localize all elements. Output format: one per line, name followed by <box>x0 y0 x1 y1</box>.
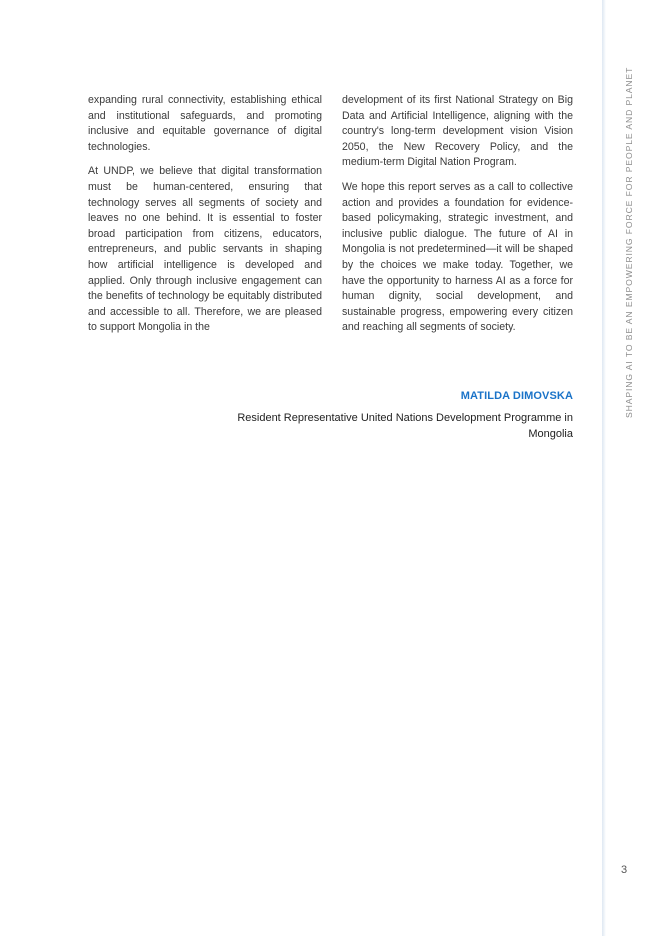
sidebar-divider <box>602 0 606 936</box>
body-paragraph: At UNDP, we believe that digital transformation must be human-centered, ensuring that technology serves all segments of society and leaves no one behind. It is essential to foster broad participation from citizens, educators, entrepreneurs, and public servants in shaping how artificial intelligence is developed and applied. Only through inclusive engagement can the benefits of technology be equitably distributed and accessible to all. Therefore, we are pleased to support Mongolia in the <box>88 165 322 334</box>
body-column-left <box>88 93 322 345</box>
page-number: 3 <box>620 864 628 876</box>
signatory-title: Resident Representative United Nations Development Programme in Mongolia <box>237 412 573 440</box>
body-column-right <box>342 93 573 345</box>
signatory-name: MATILDA DIMOVSKA <box>460 390 573 402</box>
body-paragraph: development of its first National Strategy on Big Data and Artificial Intelligence, aligning with the country's long-term development vision Vision 2050, the New Recovery Policy, and the medium-term Digital Nation Program. <box>342 94 573 169</box>
running-title-text: SHAPING AI TO BE AN EMPOWERING FORCE FOR PEOPLE AND PLANET <box>624 66 634 418</box>
body-paragraph: expanding rural connectivity, establishing ethical and institutional safeguards, and promoting inclusive and equitable governance of digital technologies. <box>88 94 322 153</box>
body-paragraph: We hope this report serves as a call to collective action and provides a foundation for evidence-based policymaking, strategic investment, and inclusive public dialogue. The future of AI in Mongolia is not predetermined—it will be shaped by the choices we make today. Together, we have the opportunity to harness AI as a force for human dignity, social development, and sustainable progress, empowering every citizen and reaching all segments of society. <box>342 180 573 334</box>
sidebar-running-title <box>624 66 636 418</box>
